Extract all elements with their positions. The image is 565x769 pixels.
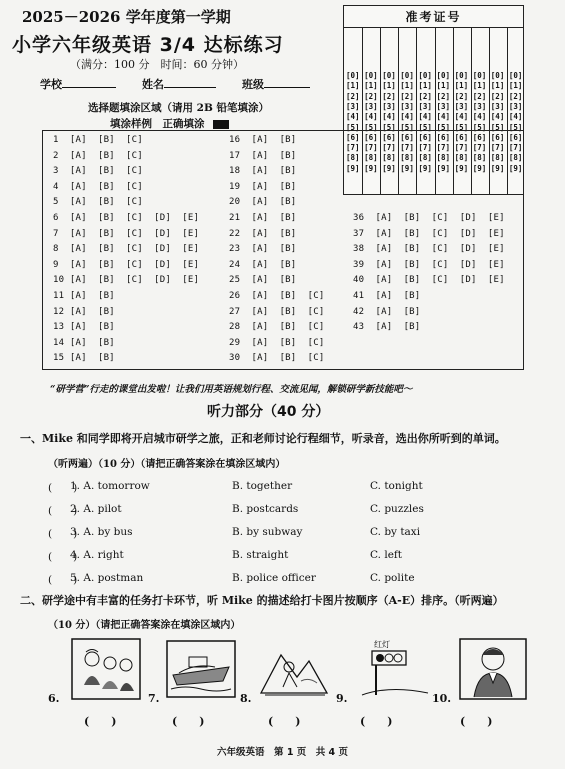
answer-sheet	[42, 130, 524, 370]
answer-blank[interactable]: ( )	[48, 505, 78, 517]
ticket-digit-bubble[interactable]: [1]	[508, 81, 523, 91]
ticket-digit-bubble[interactable]: [9]	[418, 163, 432, 173]
ticket-digit-bubble[interactable]: [2]	[382, 91, 396, 101]
answer-row[interactable]: 2 [A] [B] [C]	[53, 150, 143, 161]
ticket-digit-bubble[interactable]: [3]	[382, 101, 396, 111]
answer-row[interactable]: 3 [A] [B] [C]	[53, 166, 143, 177]
picture-family-photo	[70, 637, 142, 703]
q1-description: 一、Mike 和同学即将开启城市研学之旅，正和老师讨论行程细节，听录音，选出你所听到的单词。	[20, 432, 506, 445]
answer-row[interactable]: 8 [A] [B] [C] [D] [E]	[53, 244, 200, 255]
answer-row[interactable]: 24 [A] [B]	[229, 259, 297, 270]
ticket-digit-bubble[interactable]: [8]	[454, 153, 469, 163]
ticket-digit-bubble[interactable]: [5]	[400, 122, 414, 132]
ticket-digit-bubble[interactable]: [7]	[418, 143, 432, 153]
option-c: C. left	[370, 549, 403, 561]
answer-row[interactable]: 19 [A] [B]	[229, 181, 297, 192]
ticket-digit-bubble[interactable]: [5]	[508, 122, 523, 132]
option-b: B. together	[232, 480, 293, 492]
ticket-digit-bubble[interactable]: [5]	[436, 122, 451, 132]
answer-row[interactable]: 26 [A] [B] [C]	[229, 291, 325, 301]
answer-row[interactable]: 21 [A] [B]	[229, 213, 297, 223]
answer-row[interactable]: 12 [A] [B]	[53, 306, 115, 317]
answer-blank[interactable]: ( )	[268, 715, 301, 728]
ticket-digit-bubble[interactable]: [4]	[436, 112, 451, 122]
ticket-digit-bubble[interactable]: [2]	[346, 91, 360, 101]
ticket-digit-bubble[interactable]: [2]	[400, 91, 414, 101]
ticket-digit-bubble[interactable]: [5]	[454, 122, 469, 132]
answer-row[interactable]: 22 [A] [B]	[229, 228, 297, 239]
answer-row[interactable]: 14 [A] [B]	[53, 337, 115, 348]
ticket-digit-bubble[interactable]: [7]	[436, 143, 451, 153]
ticket-title: 准考证号	[344, 6, 523, 28]
picture-hiking	[257, 637, 329, 703]
ticket-digit-bubble[interactable]: [4]	[490, 112, 505, 122]
ticket-digit-bubble[interactable]: [1]	[454, 81, 469, 91]
answer-row[interactable]: 39 [A] [B] [C] [D] [E]	[353, 259, 505, 270]
ticket-digit-bubble[interactable]: [0]	[346, 71, 360, 80]
ticket-digit-bubble[interactable]: [3]	[472, 101, 487, 111]
ticket-digit-bubble[interactable]: [3]	[418, 101, 432, 111]
listening-title: 听力部分（40 分）	[207, 404, 330, 420]
ticket-digit-bubble[interactable]: [8]	[346, 153, 360, 163]
picture-boy	[458, 637, 528, 703]
ticket-digit-bubble[interactable]: [3]	[454, 101, 469, 111]
ticket-digit-bubble[interactable]: [1]	[490, 81, 505, 91]
ticket-digit-bubble[interactable]: [6]	[436, 132, 451, 142]
picture-number: 6.	[48, 692, 60, 705]
ticket-digit-bubble[interactable]: [4]	[418, 112, 432, 122]
option-b: B. straight	[232, 549, 289, 561]
ticket-digit-bubble[interactable]: [6]	[364, 132, 378, 142]
ticket-digit-bubble[interactable]: [1]	[418, 81, 432, 91]
ticket-digit-bubble[interactable]: [2]	[436, 91, 451, 101]
ticket-digit-bubble[interactable]: [5]	[490, 122, 505, 132]
answer-row[interactable]: 36 [A] [B] [C] [D] [E]	[353, 213, 505, 223]
ticket-digit-bubble[interactable]: [4]	[364, 112, 378, 122]
page-footer: 六年级英语 第 1 页 共 4 页	[217, 747, 348, 758]
answer-row[interactable]: 10 [A] [B] [C] [D] [E]	[53, 275, 200, 286]
option-b: B. police officer	[232, 572, 316, 584]
ticket-digit-bubble[interactable]: [3]	[508, 101, 523, 111]
ticket-digit-bubble[interactable]: [0]	[454, 71, 469, 80]
ticket-digit-bubble[interactable]: [6]	[472, 132, 487, 142]
ticket-digit-bubble[interactable]: [6]	[454, 132, 469, 142]
option-a: 2. A. pilot	[70, 503, 122, 515]
fill-area-note: 选择题填涂区域（请用 2B 铅笔填涂）	[88, 102, 269, 114]
ticket-digit-bubble[interactable]: [8]	[382, 153, 396, 163]
name-field[interactable]: 姓名	[142, 76, 216, 92]
option-c: C. by taxi	[370, 526, 421, 538]
answer-row[interactable]: 41 [A] [B]	[353, 291, 421, 301]
ticket-digit-bubble[interactable]: [8]	[490, 153, 505, 163]
picture-boat	[165, 637, 237, 703]
ticket-digit-bubble[interactable]: [6]	[418, 132, 432, 142]
ticket-digit-bubble[interactable]: [3]	[436, 101, 451, 111]
ticket-digit-bubble[interactable]: [1]	[364, 81, 378, 91]
ticket-digit-bubble[interactable]: [0]	[418, 71, 432, 80]
ticket-digit-bubble[interactable]: [2]	[490, 91, 505, 101]
answer-row[interactable]: 13 [A] [B]	[53, 322, 115, 333]
option-a: 5. A. postman	[70, 572, 144, 584]
option-b: B. postcards	[232, 503, 299, 515]
ticket-digit-bubble[interactable]: [2]	[472, 91, 487, 101]
ticket-digit-bubble[interactable]: [9]	[364, 163, 378, 173]
option-c: C. polite	[370, 572, 415, 584]
answer-blank[interactable]: ( )	[360, 715, 393, 728]
ticket-digit-bubble[interactable]: [4]	[400, 112, 414, 122]
ticket-digit-bubble[interactable]: [5]	[346, 122, 360, 132]
ticket-digit-bubble[interactable]: [0]	[436, 71, 451, 80]
option-a: 3. A. by bus	[70, 526, 133, 538]
ticket-digit-bubble[interactable]: [4]	[382, 112, 396, 122]
ticket-digit-bubble[interactable]: [7]	[508, 143, 523, 153]
ticket-digit-bubble[interactable]: [9]	[508, 163, 523, 173]
ticket-digit-bubble[interactable]: [0]	[382, 71, 396, 80]
answer-row[interactable]: 5 [A] [B] [C]	[53, 197, 143, 208]
answer-row[interactable]: 42 [A] [B]	[353, 306, 421, 317]
option-a: 1. A. tomorrow	[70, 480, 150, 492]
ticket-digit-bubble[interactable]: [3]	[400, 101, 414, 111]
ticket-digit-bubble[interactable]: [7]	[382, 143, 396, 153]
answer-row[interactable]: 7 [A] [B] [C] [D] [E]	[53, 228, 200, 239]
ticket-digit-bubble[interactable]: [0]	[364, 71, 378, 80]
ticket-digit-bubble[interactable]: [7]	[364, 143, 378, 153]
svg-text:红灯: 红灯	[374, 640, 390, 649]
ticket-digit-bubble[interactable]: [9]	[472, 163, 487, 173]
ticket-digit-bubble[interactable]: [7]	[400, 143, 414, 153]
picture-number: 9.	[336, 692, 348, 705]
answer-row[interactable]: 20 [A] [B]	[229, 197, 297, 208]
ticket-digit-bubble[interactable]: [0]	[508, 71, 523, 80]
q2-instructions: （10 分）（请把正确答案涂在填涂区域内）	[48, 620, 241, 631]
answer-row[interactable]: 43 [A] [B]	[353, 322, 421, 333]
option-c: C. tonight	[370, 480, 423, 492]
ticket-digit-bubble[interactable]: [1]	[400, 81, 414, 91]
ticket-digit-bubble[interactable]: [4]	[346, 112, 360, 122]
answer-row[interactable]: 1 [A] [B] [C]	[53, 135, 143, 145]
ticket-digit-bubble[interactable]: [3]	[364, 101, 378, 111]
exam-title: 小学六年级英语 3/4 达标练习	[12, 34, 284, 56]
ticket-digit-bubble[interactable]: [4]	[472, 112, 487, 122]
ticket-digit-bubble[interactable]: [3]	[490, 101, 505, 111]
ticket-digit-bubble[interactable]: [2]	[364, 91, 378, 101]
ticket-digit-bubble[interactable]: [9]	[436, 163, 451, 173]
ticket-digit-bubble[interactable]: [1]	[382, 81, 396, 91]
picture-traffic-light	[360, 637, 430, 703]
answer-row[interactable]: 40 [A] [B] [C] [D] [E]	[353, 275, 505, 286]
ticket-digit-bubble[interactable]: [8]	[418, 153, 432, 163]
ticket-digit-bubble[interactable]: [7]	[490, 143, 505, 153]
picture-number: 8.	[240, 692, 252, 705]
answer-row[interactable]: 27 [A] [B] [C]	[229, 306, 325, 317]
filled-sample-mark	[213, 120, 229, 129]
answer-row[interactable]: 18 [A] [B]	[229, 166, 297, 177]
q1-item	[48, 503, 528, 517]
ticket-digit-bubble[interactable]: [2]	[508, 91, 523, 101]
picture-number: 7.	[148, 692, 160, 705]
ticket-digit-bubble[interactable]: [0]	[472, 71, 487, 80]
ticket-digit-bubble[interactable]: [5]	[472, 122, 487, 132]
answer-blank[interactable]: ( )	[84, 715, 117, 728]
student-info-fields	[40, 76, 310, 92]
q1-item	[48, 480, 528, 494]
school-field[interactable]: 学校	[40, 76, 116, 92]
ticket-digit-bubble[interactable]: [4]	[454, 112, 469, 122]
ticket-digit-bubble[interactable]: [8]	[400, 153, 414, 163]
ticket-digit-bubble[interactable]: [3]	[346, 101, 360, 111]
ticket-digit-bubble[interactable]: [6]	[382, 132, 396, 142]
class-field[interactable]: 班级	[242, 76, 310, 92]
ticket-digit-bubble[interactable]: [6]	[346, 132, 360, 142]
slogan: “研学营”行走的课堂出发啦！让我们用英语规划行程、交流见闻，解锁研学新技能吧～	[50, 384, 413, 395]
answer-blank[interactable]: ( )	[48, 528, 78, 540]
ticket-digit-bubble[interactable]: [1]	[346, 81, 360, 91]
q1-item	[48, 526, 528, 540]
ticket-digit-bubble[interactable]: [6]	[508, 132, 523, 142]
ticket-digit-bubble[interactable]: [0]	[400, 71, 414, 80]
answer-row[interactable]: 11 [A] [B]	[53, 291, 115, 301]
ticket-digit-bubble[interactable]: [1]	[472, 81, 487, 91]
ticket-digit-bubble[interactable]: [8]	[436, 153, 451, 163]
ticket-digit-bubble[interactable]: [4]	[508, 112, 523, 122]
answer-row[interactable]: 17 [A] [B]	[229, 150, 297, 161]
ticket-digit-bubble[interactable]: [7]	[346, 143, 360, 153]
option-b: B. by subway	[232, 526, 303, 538]
q1-instructions: （听两遍）（10 分）（请把正确答案涂在填涂区域内）	[48, 459, 286, 470]
q2-description: 二、研学途中有丰富的任务打卡环节，听 Mike 的描述给打卡图片按顺序（A-E）排序。（听两遍）	[20, 594, 504, 607]
answer-row[interactable]: 38 [A] [B] [C] [D] [E]	[353, 244, 505, 255]
ticket-digit-bubble[interactable]: [0]	[490, 71, 505, 80]
answer-row[interactable]: 30 [A] [B] [C]	[229, 353, 325, 364]
picture-number: 10.	[432, 692, 452, 705]
ticket-digit-bubble[interactable]: [9]	[382, 163, 396, 173]
answer-row[interactable]: 15 [A] [B]	[53, 353, 115, 364]
answer-row[interactable]: 28 [A] [B] [C]	[229, 322, 325, 333]
ticket-digit-bubble[interactable]: [6]	[490, 132, 505, 142]
answer-row[interactable]: 4 [A] [B] [C]	[53, 181, 143, 192]
answer-row[interactable]: 37 [A] [B] [C] [D] [E]	[353, 228, 505, 239]
option-a: 4. A. right	[70, 549, 124, 561]
fill-sample: 填涂样例 正确填涂	[110, 116, 229, 131]
ticket-digit-bubble[interactable]: [8]	[472, 153, 487, 163]
answer-blank[interactable]: ( )	[460, 715, 493, 728]
ticket-digit-bubble[interactable]: [9]	[454, 163, 469, 173]
score-time: （满分：100 分 时间：60 分钟）	[70, 58, 244, 71]
answer-row[interactable]: 29 [A] [B] [C]	[229, 337, 325, 348]
option-c: C. puzzles	[370, 503, 424, 515]
ticket-digit-bubble[interactable]: [2]	[418, 91, 432, 101]
ticket-digit-bubble[interactable]: [9]	[490, 163, 505, 173]
q1-item	[48, 549, 528, 563]
answer-row[interactable]: 25 [A] [B]	[229, 275, 297, 286]
answer-blank[interactable]: ( )	[48, 551, 78, 563]
answer-blank[interactable]: ( )	[48, 482, 78, 494]
ticket-digit-bubble[interactable]: [9]	[400, 163, 414, 173]
ticket-digit-bubble[interactable]: [1]	[436, 81, 451, 91]
ticket-digit-bubble[interactable]: [7]	[472, 143, 487, 153]
answer-row[interactable]: 9 [A] [B] [C] [D] [E]	[53, 259, 200, 270]
ticket-digit-bubble[interactable]: [2]	[454, 91, 469, 101]
exam-year: 2025－2026 学年度第一学期	[22, 8, 231, 26]
ticket-digit-bubble[interactable]: [5]	[418, 122, 432, 132]
answer-row[interactable]: 16 [A] [B]	[229, 135, 297, 145]
ticket-digit-bubble[interactable]: [8]	[364, 153, 378, 163]
answer-row[interactable]: 23 [A] [B]	[229, 244, 297, 255]
ticket-digit-bubble[interactable]: [9]	[346, 163, 360, 173]
q1-item	[48, 572, 528, 586]
ticket-digit-bubble[interactable]: [8]	[508, 153, 523, 163]
answer-row[interactable]: 6 [A] [B] [C] [D] [E]	[53, 213, 200, 223]
answer-blank[interactable]: ( )	[172, 715, 205, 728]
ticket-digit-bubble[interactable]: [6]	[400, 132, 414, 142]
ticket-digit-bubble[interactable]: [7]	[454, 143, 469, 153]
answer-blank[interactable]: ( )	[48, 574, 78, 586]
ticket-digit-bubble[interactable]: [5]	[382, 122, 396, 132]
ticket-digit-bubble[interactable]: [5]	[364, 122, 378, 132]
